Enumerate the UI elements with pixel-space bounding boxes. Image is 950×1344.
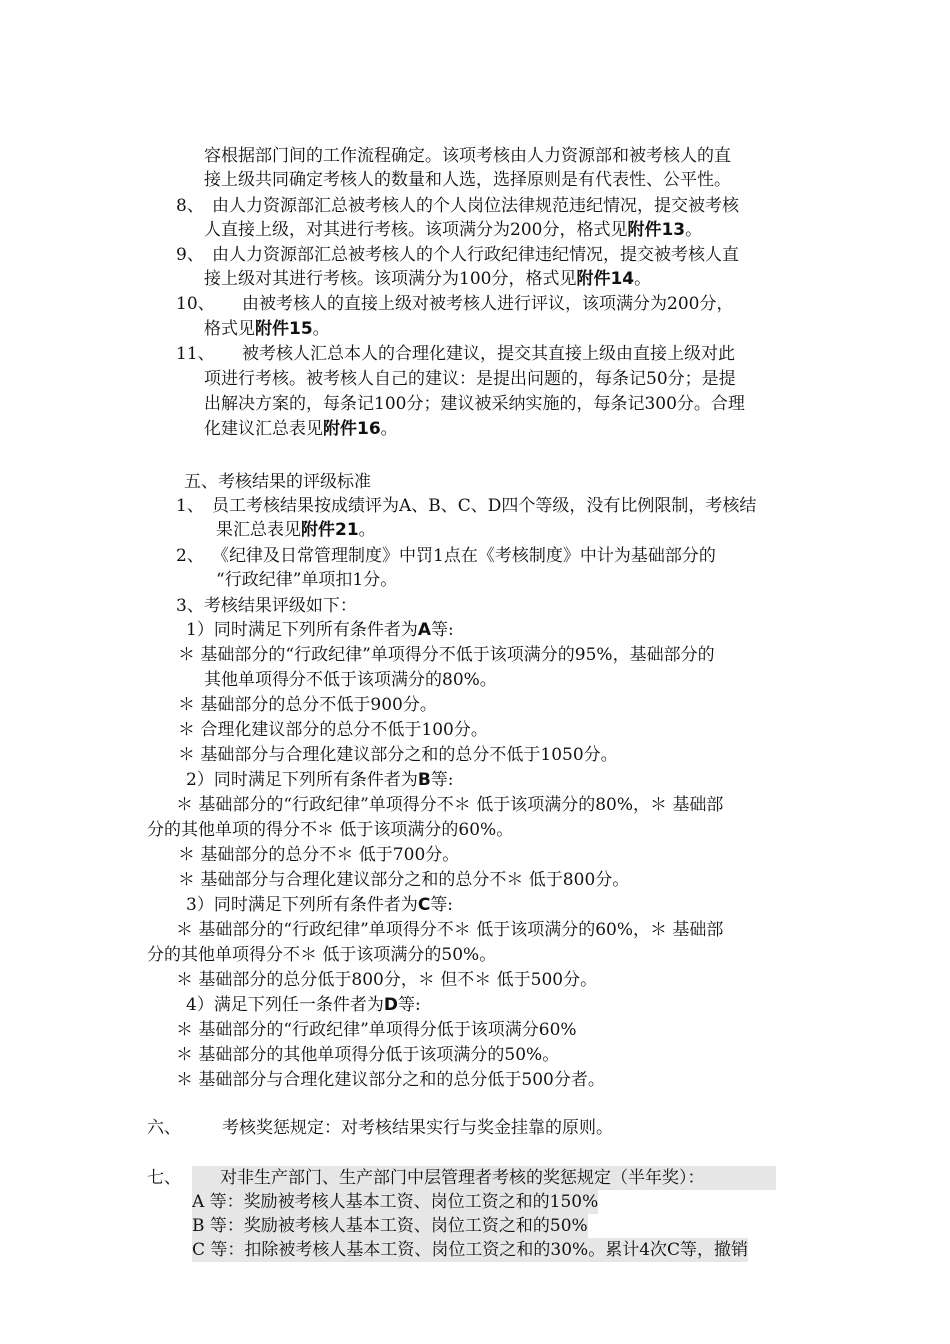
item-8-line-1: 由人力资源部汇总被考核人的个人岗位法律规范违纪情况，提交被考核 <box>212 196 739 216</box>
section-5-heading: 五、考核结果的评级标准 <box>184 472 371 492</box>
attachment-13-ref: 附件13 <box>627 220 686 240</box>
section-7-text: 对非生产部门、生产部门中层管理者考核的奖惩规定（半年奖）： <box>192 1166 776 1190</box>
grade-a-cond-3: ＊ 合理化建议部分的总分不低于100分。 <box>178 720 488 740</box>
grade-b-cond-3: ＊ 基础部分与合理化建议部分之和的总分不＊ 低于800分。 <box>178 870 630 890</box>
grade-d-cond-1: ＊ 基础部分的“行政纪律”单项得分低于该项满分60% <box>176 1020 577 1040</box>
grade-c-cond-1-line-2: 分的其他单项得分不＊ 低于该项满分的50%。 <box>147 945 497 965</box>
grade-a-cond-1-line-1: ＊ 基础部分的“行政纪律”单项得分不低于该项满分的95%，基础部分的 <box>178 645 715 665</box>
grade-d-title: 4）满足下列任一条件者为D等: <box>186 995 421 1015</box>
section-7-number: 七、 <box>147 1168 181 1188</box>
item-9-line-1: 由人力资源部汇总被考核人的个人行政纪律违纪情况，提交被考核人直 <box>212 245 739 265</box>
s5-item-2-number: 2、 <box>176 546 204 566</box>
attachment-16-ref: 附件16 <box>323 419 381 439</box>
grade-b-cond-1-line-2: 分的其他单项的得分不＊ 低于该项满分的60%。 <box>147 820 514 840</box>
grade-d-cond-3: ＊ 基础部分与合理化建议部分之和的总分低于500分者。 <box>176 1070 605 1090</box>
item-11-line-1: 被考核人汇总本人的合理化建议，提交其直接上级由直接上级对此 <box>242 344 735 364</box>
attachment-21-ref: 附件21 <box>301 520 359 540</box>
grade-a-title: 1）同时满足下列所有条件者为A等: <box>186 620 454 640</box>
item-8-number: 8、 <box>176 196 204 216</box>
grade-a-cond-4: ＊ 基础部分与合理化建议部分之和的总分不低于1050分。 <box>178 745 618 765</box>
intro-line-2: 接上级共同确定考核人的数量和人选，选择原则是有代表性、公平性。 <box>204 170 731 190</box>
item-8-line-2: 人直接上级，对其进行考核。该项满分为200分，格式见附件13。 <box>204 220 703 240</box>
grade-a-cond-1-line-2: 其他单项得分不低于该项满分的80%。 <box>204 670 497 690</box>
s5-item-1-number: 1、 <box>176 496 204 516</box>
grade-b-cond-2: ＊ 基础部分的总分不＊ 低于700分。 <box>178 845 460 865</box>
s5-item-1-line-1: 员工考核结果按成绩评为A、B、C、D四个等级，没有比例限制，考核结 <box>212 496 757 516</box>
item-11-number: 11、 <box>176 344 215 364</box>
attachment-14-ref: 附件14 <box>576 269 635 289</box>
s5-item-2-line-2: “行政纪律”单项扣1分。 <box>216 570 398 590</box>
reward-grade-b: B 等：奖励被考核人基本工资、岗位工资之和的50% <box>192 1216 588 1236</box>
item-11-line-4: 化建议汇总表见附件16。 <box>204 419 398 439</box>
grade-c-cond-1-line-1: ＊ 基础部分的“行政纪律”单项得分不＊ 低于该项满分的60%，＊ 基础部 <box>176 920 724 940</box>
grade-c-cond-2: ＊ 基础部分的总分低于800分，＊ 但不＊ 低于500分。 <box>176 970 598 990</box>
section-6-number: 六、 <box>147 1118 181 1138</box>
item-10-line-2: 格式见附件15。 <box>204 319 330 339</box>
grade-b-cond-1-line-1: ＊ 基础部分的“行政纪律”单项得分不＊ 低于该项满分的80%，＊ 基础部 <box>176 795 724 815</box>
grade-a-cond-2: ＊ 基础部分的总分不低于900分。 <box>178 695 437 715</box>
grade-d-cond-2: ＊ 基础部分的其他单项得分低于该项满分的50%。 <box>176 1045 560 1065</box>
grade-b-title: 2）同时满足下列所有条件者为B等: <box>186 770 454 790</box>
grade-c-title: 3）同时满足下列所有条件者为C等: <box>186 895 454 915</box>
item-9-number: 9、 <box>176 245 204 265</box>
s5-item-1-line-2: 果汇总表见附件21。 <box>216 520 376 540</box>
item-11-line-2: 项进行考核。被考核人自己的建议：是提出问题的，每条记50分；是提 <box>204 369 736 389</box>
s5-item-3: 3、考核结果评级如下： <box>176 596 357 616</box>
reward-grade-a: A 等：奖励被考核人基本工资、岗位工资之和的150% <box>192 1192 599 1212</box>
reward-grade-c: C 等：扣除被考核人基本工资、岗位工资之和的30%。累计4次C等，撤销 <box>192 1240 749 1260</box>
s5-item-2-line-1: 《纪律及日常管理制度》中罚1点在《考核制度》中计为基础部分的 <box>212 546 716 566</box>
intro-line-1: 容根据部门间的工作流程确定。该项考核由人力资源部和被考核人的直 <box>204 146 731 166</box>
attachment-15-ref: 附件15 <box>255 319 313 339</box>
item-9-line-2: 接上级对其进行考核。该项满分为100分，格式见附件14。 <box>204 269 652 289</box>
item-10-number: 10、 <box>176 294 215 314</box>
section-6-text: 考核奖惩规定：对考核结果实行与奖金挂靠的原则。 <box>222 1118 613 1138</box>
item-11-line-3: 出解决方案的，每条记100分；建议被采纳实施的，每条记300分。合理 <box>204 394 745 414</box>
item-10-line-1: 由被考核人的直接上级对被考核人进行评议，该项满分为200分， <box>242 294 734 314</box>
